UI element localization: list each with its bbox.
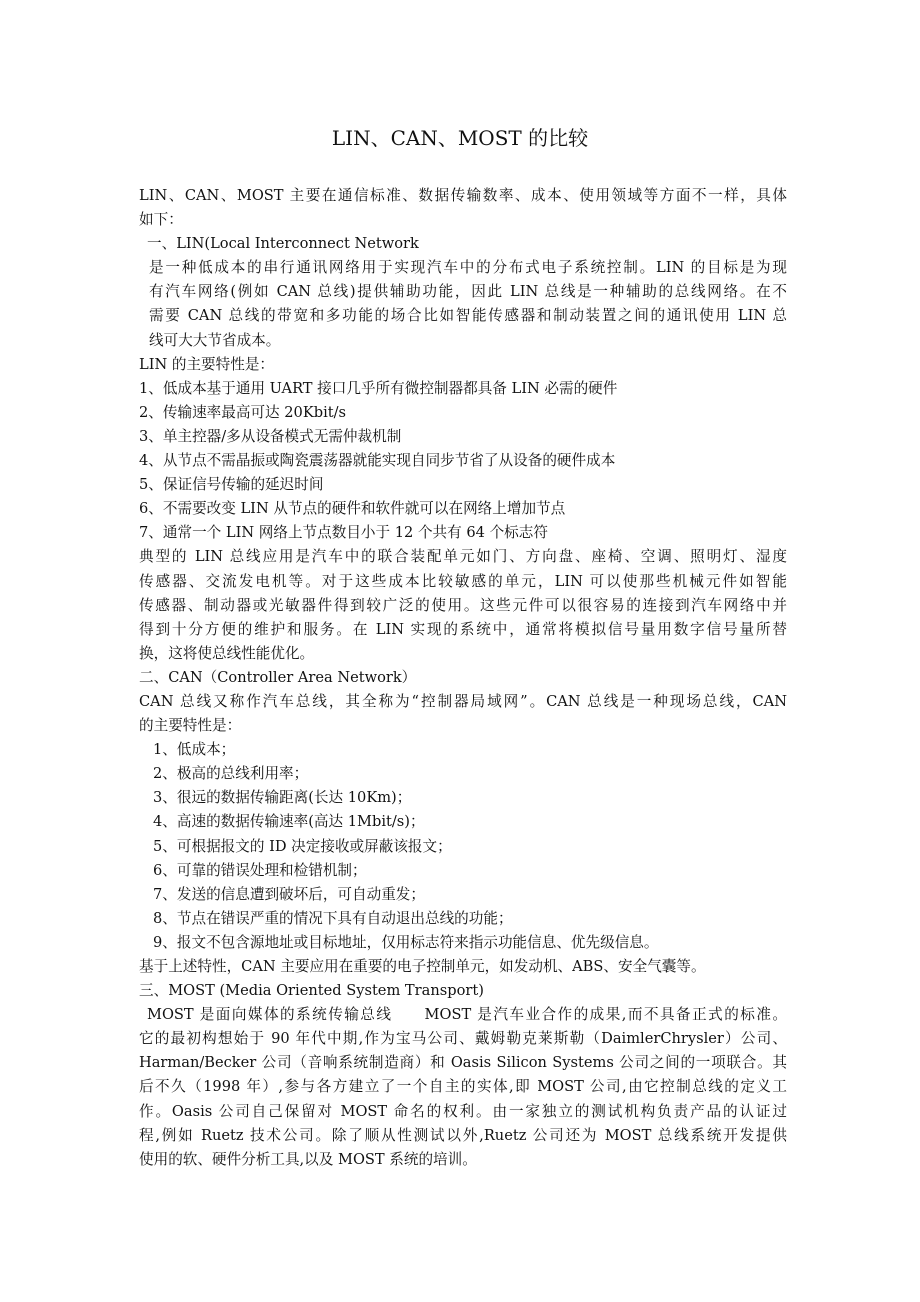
most-paragraph-line: 后不久（1998 年）,参与各方建立了一个自主的实体,即 MOST 公司,由它控制总线的定义工: [139, 1078, 787, 1096]
lin-paragraph-line: 线可大大节省成本。: [149, 331, 281, 349]
lin-feature-item: 6、不需要改变 LIN 从节点的硬件和软件就可以在网络上增加节点: [139, 500, 566, 518]
can-feature-item: 1、低成本；: [153, 741, 236, 759]
most-paragraph-line: Harman/Becker 公司（音响系统制造商）和 Oasis Silicon Systems 公司之间的一项联合。其: [139, 1054, 787, 1072]
can-feature-item: 7、发送的信息遭到破坏后，可自动重发；: [153, 885, 425, 903]
lin-paragraph-line: 有汽车网络(例如 CAN 总线)提供辅助功能，因此 LIN 总线是一种辅助的总线网络。在不: [149, 283, 787, 301]
lin-feature-item: 4、从节点不需晶振或陶瓷震荡器就能实现自同步节省了从设备的硬件成本: [139, 452, 616, 470]
lin-application-line: 传感器、交流发电机等。对于这些成本比较敏感的单元，LIN 可以使那些机械元件如智能: [139, 572, 787, 590]
intro-line-1: LIN、CAN、MOST 主要在通信标准、数据传输数率、成本、使用领域等方面不一样，具体: [139, 187, 787, 204]
lin-application-line: 典型的 LIN 总线应用是汽车中的联合装配单元如门、方向盘、座椅、空调、照明灯、湿度: [139, 548, 787, 566]
document-body: [139, 184, 787, 1172]
lin-feature-item: 5、保证信号传输的延迟时间: [139, 476, 324, 494]
lin-application-line: 传感器、制动器或光敏器件得到较广泛的使用。这些元件可以很容易的连接到汽车网络中并: [139, 596, 787, 614]
most-paragraph-line: MOST 是面向媒体的系统传输总线 MOST 是汽车业合作的成果,而不具备正式的标准。: [147, 1006, 787, 1024]
can-feature-item: 9、报文不包含源地址或目标地址，仅用标志符来指示功能信息、优先级信息。: [153, 933, 659, 951]
can-feature-item: 3、很远的数据传输距离(长达 10Km)；: [153, 789, 412, 807]
most-paragraph-line: 程,例如 Ruetz 技术公司。除了顺从性测试以外,Ruetz 公司还为 MOST 总线系统开发提供: [139, 1126, 787, 1144]
section-heading-lin: 一、LIN(Local Interconnect Network: [147, 235, 419, 253]
lin-feature-item: 2、传输速率最高可达 20Kbit/s: [139, 403, 347, 421]
lin-paragraph-line: 需要 CAN 总线的带宽和多功能的场合比如智能传感器和制动装置之间的通讯使用 LIN 总: [149, 307, 787, 325]
can-application-line: 基于上述特性，CAN 主要应用在重要的电子控制单元，如发动机、ABS、安全气囊等。: [139, 958, 706, 975]
lin-feature-item: 1、低成本基于通用 UART 接口几乎所有微控制器都具备 LIN 必需的硬件: [139, 379, 618, 397]
lin-application-line: 得到十分方便的维护和服务。在 LIN 实现的系统中，通常将模拟信号量用数字信号量所替: [139, 620, 787, 638]
intro-line-2: 如下：: [139, 211, 183, 229]
page-title: LIN、CAN、MOST 的比较: [331, 126, 589, 150]
lin-paragraph-line: 是一种低成本的串行通讯网络用于实现汽车中的分布式电子系统控制。LIN 的目标是为现: [149, 259, 787, 277]
can-feature-item: 2、极高的总线利用率；: [153, 765, 309, 783]
can-feature-item: 4、高速的数据传输速率(高达 1Mbit/s)；: [153, 813, 425, 831]
can-feature-item: 8、节点在错误严重的情况下具有自动退出总线的功能；: [153, 909, 513, 927]
lin-application-line: 换，这将使总线性能优化。: [139, 644, 315, 662]
lin-feature-item: 3、单主控器/多从设备模式无需仲裁机制: [139, 427, 402, 445]
most-paragraph-line: 使用的软、硬件分析工具,以及 MOST 系统的培训。: [139, 1150, 477, 1168]
most-paragraph-line: 它的最初构想始于 90 年代中期,作为宝马公司、戴姆勒克莱斯勒（DaimlerChrysler）公司、: [139, 1030, 787, 1048]
can-intro-line: 的主要特性是：: [139, 717, 242, 735]
lin-features-heading: LIN 的主要特性是：: [139, 355, 275, 373]
section-heading-most: 三、MOST (Media Oriented System Transport): [139, 982, 484, 1000]
section-heading-can: 二、CAN（Controller Area Network）: [139, 668, 417, 686]
can-feature-item: 6、可靠的错误处理和检错机制；: [153, 861, 367, 879]
most-paragraph-line: 作。Oasis 公司自己保留对 MOST 命名的权利。由一家独立的测试机构负责产品的认证过: [139, 1102, 787, 1120]
lin-feature-item: 7、通常一个 LIN 网络上节点数目小于 12 个共有 64 个标志符: [139, 524, 548, 542]
can-feature-item: 5、可根据报文的 ID 决定接收或屏蔽该报文；: [153, 837, 452, 855]
can-intro-line: CAN 总线又称作汽车总线，其全称为“控制器局域网”。CAN 总线是一种现场总线，CAN: [139, 692, 787, 710]
